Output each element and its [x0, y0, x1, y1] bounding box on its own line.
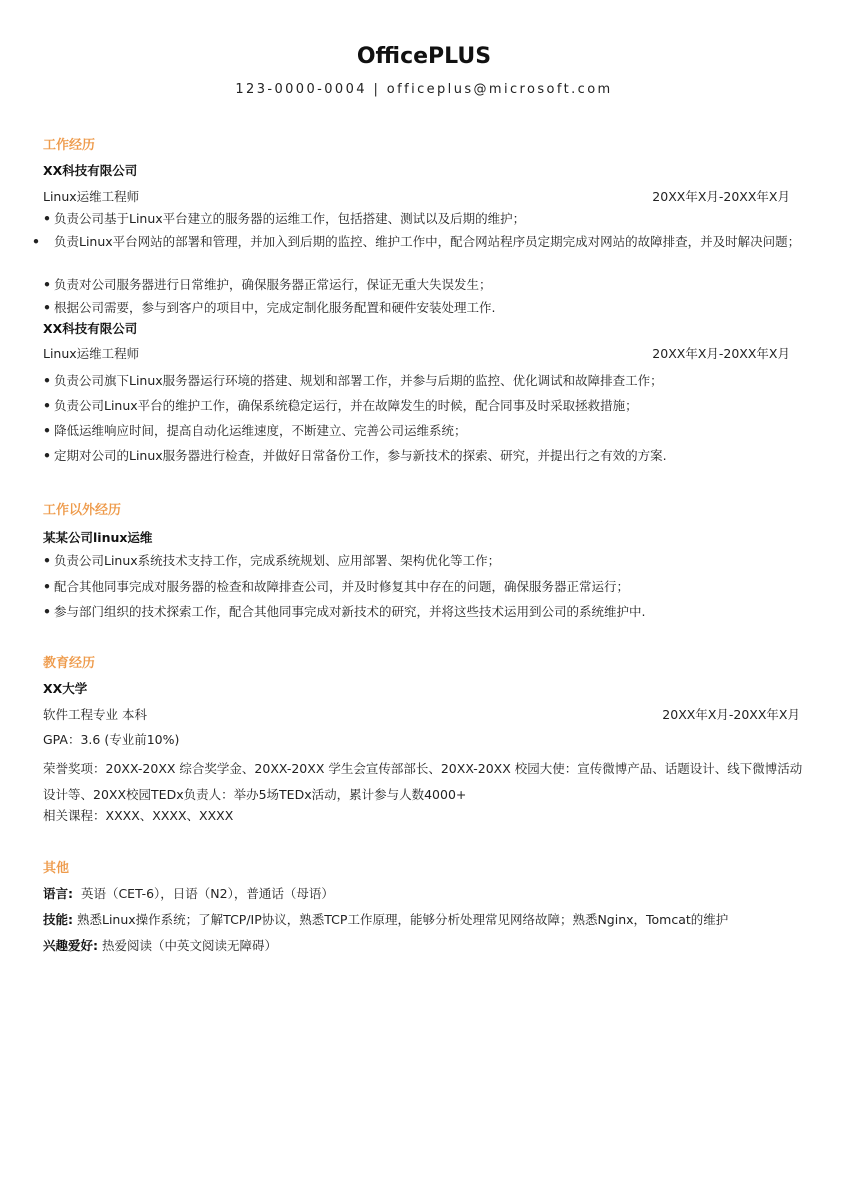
company-name: XX科技有限公司 — [43, 321, 138, 336]
language-label: 语言: — [43, 886, 73, 901]
job-role: Linux运维工程师 — [43, 346, 140, 361]
list-item: • 负责公司旗下Linux服务器运行环境的搭建、规划和部署工作，并参与后期的监控、优化调试和故障排查工作； — [43, 373, 663, 388]
company-name: XX科技有限公司 — [43, 163, 138, 178]
list-item: • 负责Linux平台网站的部署和管理，并加入到后期的监控、维护工作中，配合网站程序员定期完成对网站的故障排查，并及时解决问题； — [32, 234, 801, 249]
list-item: • 负责公司Linux系统技术支持工作，完成系统规划、应用部署、架构优化等工作； — [43, 553, 501, 568]
honors: 荣誉奖项：20XX-20XX 综合奖学金、20XX-20XX 学生会宣传部部长、20XX-20XX 校园大使：宣传微博产品、话题设计、线下微博活动设计等、20XX校园TEDx负责人：举办5场TEDx活动，累计参与人数4000+ — [43, 761, 803, 802]
contact-line: 123-0000-0004 | officeplus@microsoft.com — [235, 82, 613, 97]
hobby-label: 兴趣爱好: — [43, 938, 98, 953]
candidate-name: OfficePLUS — [356, 44, 492, 69]
section-title-work: 工作经历 — [43, 138, 96, 153]
job-date: 20XX年X月-20XX年X月 — [652, 346, 790, 361]
section-title-other-experience: 工作以外经历 — [43, 503, 122, 518]
courses: 相关课程：XXXX、XXXX、XXXX — [43, 808, 234, 823]
language-line — [43, 885, 334, 903]
list-item: • 定期对公司的Linux服务器进行检查，并做好日常备份工作，参与新技术的探索、研究，并提出行之有效的方案. — [43, 448, 667, 463]
list-item: • 配合其他同事完成对服务器的检查和故障排查公司，并及时修复其中存在的问题，确保服务器正常运行； — [43, 579, 630, 594]
education-date: 20XX年X月-20XX年X月 — [662, 707, 800, 722]
school-name: XX大学 — [43, 681, 88, 696]
list-item: • 负责公司基于Linux平台建立的服务器的运维工作，包括搭建、测试以及后期的维护； — [43, 211, 526, 226]
skills-value: 熟悉Linux操作系统；了解TCP/IP协议，熟悉TCP工作原理，能够分析处理常见网络故障；熟悉Nginx，Tomcat的维护 — [76, 912, 729, 927]
job-role: Linux运维工程师 — [43, 189, 140, 204]
hobby-value: 热爱阅读（中英文阅读无障碍） — [101, 938, 277, 953]
section-title-education: 教育经历 — [43, 656, 96, 671]
list-item: • 负责公司Linux平台的维护工作，确保系统稳定运行，并在故障发生的时候，配合同事及时采取拯救措施； — [43, 398, 638, 413]
skills-label: 技能: — [43, 912, 73, 927]
job-date: 20XX年X月-20XX年X月 — [652, 189, 790, 204]
list-item: • 根据公司需要，参与到客户的项目中，完成定制化服务配置和硬件安装处理工作. — [43, 300, 496, 315]
hobby-line — [43, 937, 277, 955]
skills-line — [43, 911, 728, 929]
list-item: • 参与部门组织的技术探索工作，配合其他同事完成对新技术的研究，并将这些技术运用到公司的系统维护中. — [43, 604, 646, 619]
major: 软件工程专业 本科 — [43, 707, 147, 722]
list-item: • 降低运维响应时间，提高自动化运维速度，不断建立、完善公司运维系统； — [43, 423, 467, 438]
list-item: • 负责对公司服务器进行日常维护，确保服务器正常运行，保证无重大失误发生； — [43, 277, 492, 292]
section-title-others: 其他 — [43, 861, 70, 876]
language-value: 英语（CET-6），日语（N2），普通话（母语） — [80, 886, 334, 901]
gpa: GPA：3.6 (专业前10%) — [43, 732, 180, 747]
org-name: 某某公司linux运维 — [43, 530, 153, 545]
